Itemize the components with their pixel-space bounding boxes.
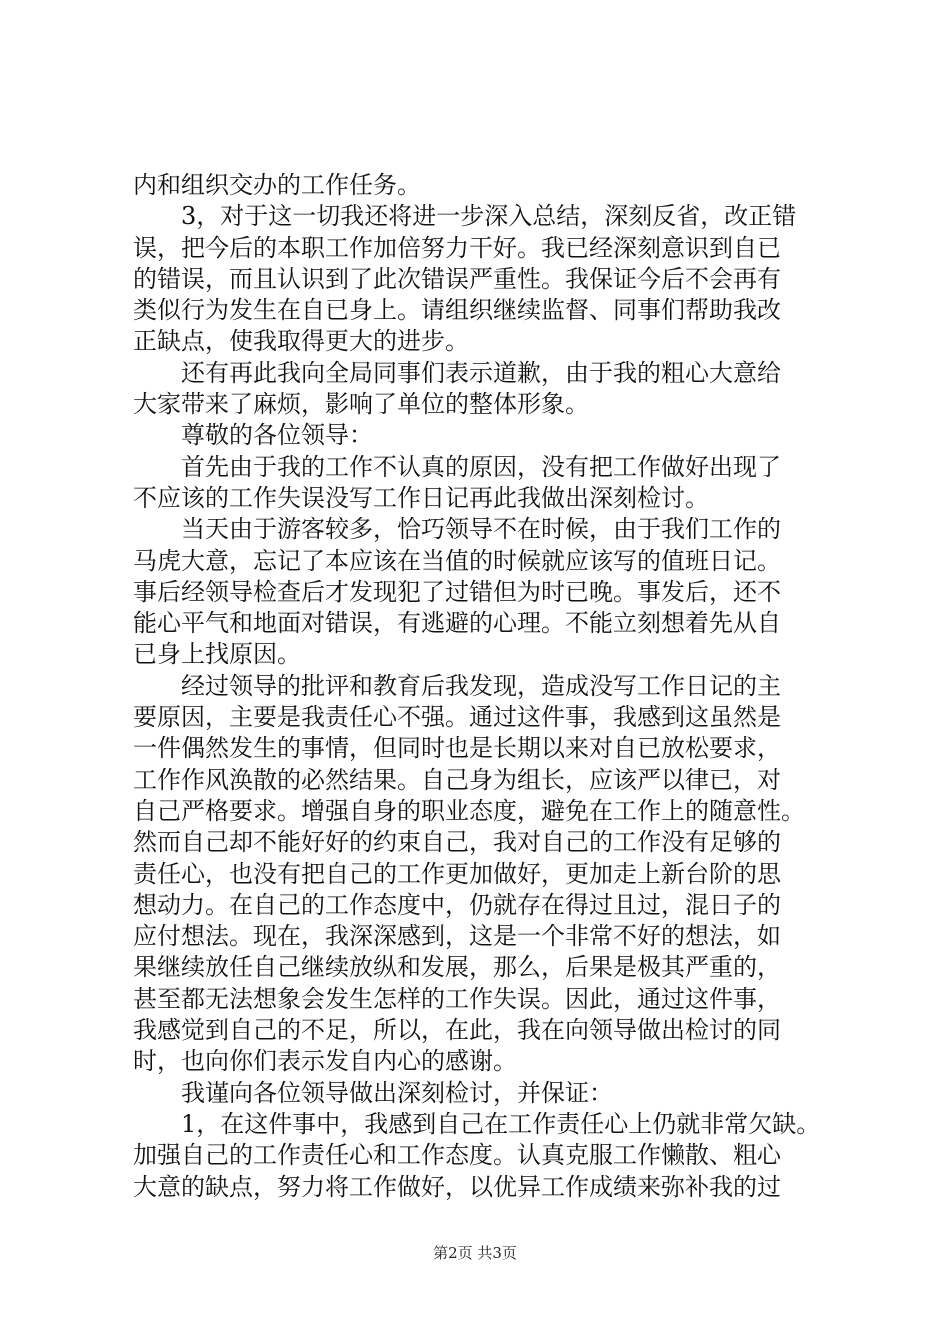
text-line: 误，把今后的本职工作加倍努力干好。我已经深刻意识到自已 — [133, 233, 781, 262]
text-line: 责任心，也没有把自己的工作更加做好，更加走上新台阶的思 — [133, 859, 781, 888]
text-line: 已身上找原因。 — [133, 640, 301, 669]
text-line: 果继续放任自己继续放纵和发展，那么，后果是极其严重的， — [133, 953, 781, 982]
text-line: 当天由于游客较多，恰巧领导不在时候，由于我们工作的 — [181, 515, 781, 544]
text-line: 内和组织交办的工作任务。 — [133, 171, 421, 199]
text-line: 时，也向你们表示发自内心的感谢。 — [133, 1047, 517, 1076]
text-line: 不应该的工作失误没写工作日记再此我做出深刻检讨。 — [133, 483, 709, 512]
text-line: 首先由于我的工作不认真的原因，没有把工作做好出现了 — [181, 452, 781, 481]
text-line: 3，对于这一切我还将进一步深入总结，深刻反省，改正错 — [181, 202, 797, 231]
text-line: 一件偶然发生的事情，但同时也是长期以来对自已放松要求， — [133, 734, 781, 763]
text-line: 想动力。在自己的工作态度中，仍就存在得过且过，混日子的 — [133, 890, 781, 919]
text-line: 事后经领导检查后才发现犯了过错但为时已晚。事发后，还不 — [133, 577, 781, 606]
text-line: 应付想法。现在，我深深感到，这是一个非常不好的想法，如 — [133, 922, 781, 951]
text-line: 马虎大意，忘记了本应该在当值的时候就应该写的值班日记。 — [133, 546, 781, 575]
text-line: 我感觉到自己的不足，所以，在此，我在向领导做出检讨的同 — [133, 1016, 781, 1045]
text-line: 大意的缺点，努力将工作做好，以优异工作成绩来弥补我的过 — [133, 1172, 781, 1201]
text-line: 然而自己却不能好好的约束自己，我对自己的工作没有足够的 — [133, 828, 781, 857]
text-line: 要原因，主要是我责任心不强。通过这件事，我感到这虽然是 — [133, 703, 781, 732]
text-line: 经过领导的批评和教育后我发现，造成没写工作日记的主 — [181, 671, 781, 700]
text-line: 甚至都无法想象会发生怎样的工作失误。因此，通过这件事， — [133, 984, 781, 1013]
text-line: 正缺点，使我取得更大的进步。 — [133, 327, 469, 356]
page-footer: 第2页 共3页 — [433, 1244, 517, 1262]
document-body — [133, 170, 833, 1203]
text-line: 加强自己的工作责任心和工作态度。认真克服工作懒散、粗心 — [133, 1141, 781, 1170]
text-line: 自己严格要求。增强自身的职业态度，避免在工作上的随意性。 — [133, 796, 805, 825]
text-line: 工作作风涣散的必然结果。自己身为组长，应该严以律已，对 — [133, 765, 781, 794]
text-line: 还有再此我向全局同事们表示道歉，由于我的粗心大意给 — [181, 358, 781, 387]
text-line: 能心平气和地面对错误，有逃避的心理。不能立刻想着先从自 — [133, 609, 781, 638]
text-line: 大家带来了麻烦，影响了单位的整体形象。 — [133, 390, 589, 419]
text-line: 我谨向各位领导做出深刻检讨，并保证： — [181, 1078, 613, 1107]
text-line: 类似行为发生在自已身上。请组织继续监督、同事们帮助我改 — [133, 296, 781, 325]
text-line: 的错误，而且认识到了此次错误严重性。我保证今后不会再有 — [133, 264, 781, 293]
text-line: 1，在这件事中，我感到自己在工作责任心上仍就非常欠缺。 — [181, 1109, 821, 1138]
text-line: 尊敬的各位领导： — [181, 421, 373, 450]
